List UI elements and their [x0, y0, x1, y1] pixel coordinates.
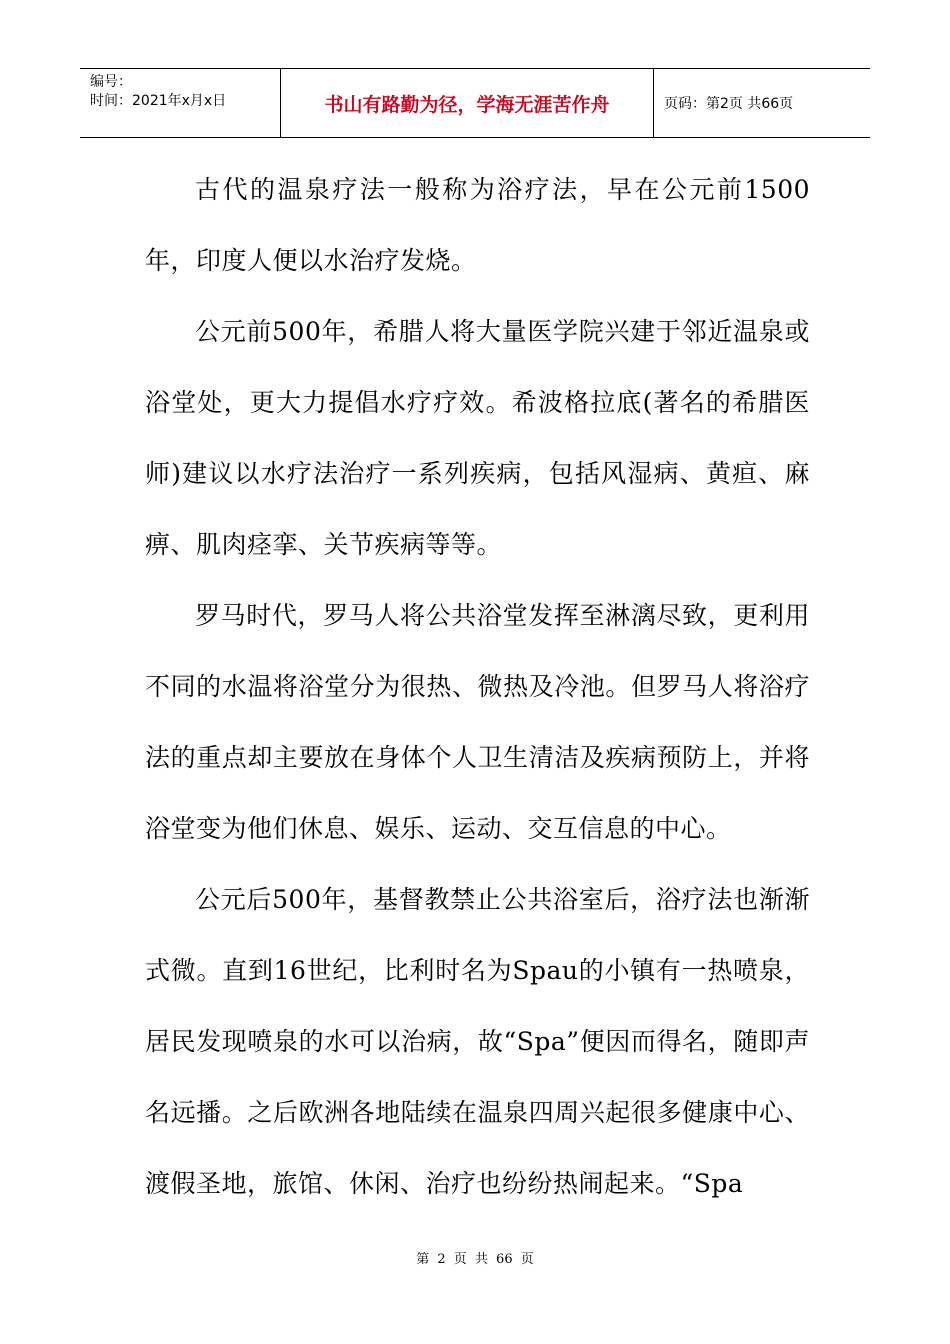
header-page-info: 页码：第2页 共66页	[664, 96, 794, 112]
header-motto: 书山有路勤为径，学海无涯苦作舟	[280, 69, 654, 137]
document-time-label: 时间：2021年x月x日	[90, 93, 227, 109]
document-body	[145, 154, 810, 1219]
page-header	[80, 68, 870, 138]
paragraph: 古代的温泉疗法一般称为浴疗法，早在公元前1500年，印度人便以水治疗发烧。	[145, 175, 810, 275]
paragraph: 罗马时代，罗马人将公共浴堂发挥至淋漓尽致，更利用不同的水温将浴堂分为很热、微热及冷池。但罗马人将浴疗法的重点却主要放在身体个人卫生清洁及疾病预防上，并将浴堂变为他们休息、娱乐、运动、交互信息的中心。	[145, 601, 810, 843]
page-footer: 第 2 页 共 66 页	[416, 1252, 534, 1267]
paragraph: 公元后500年，基督教禁止公共浴室后，浴疗法也渐渐式微。直到16世纪，比利时名为Spau的小镇有一热喷泉，居民发现喷泉的水可以治病，故“Spa”便因而得名，随即声名远播。之后欧洲各地陆续在温泉四周兴起很多健康中心、渡假圣地，旅馆、休闲、治疗也纷纷热闹起来。“Spa	[145, 885, 810, 1198]
header-meta	[80, 69, 280, 137]
paragraph: 公元前500年，希腊人将大量医学院兴建于邻近温泉或浴堂处，更大力提倡水疗疗效。希波格拉底(著名的希腊医师)建议以水疗法治疗一系列疾病，包括风湿病、黄疸、麻痹、肌肉痉挛、关节疾病等等。	[145, 317, 810, 559]
document-number-label: 编号：	[90, 74, 132, 90]
